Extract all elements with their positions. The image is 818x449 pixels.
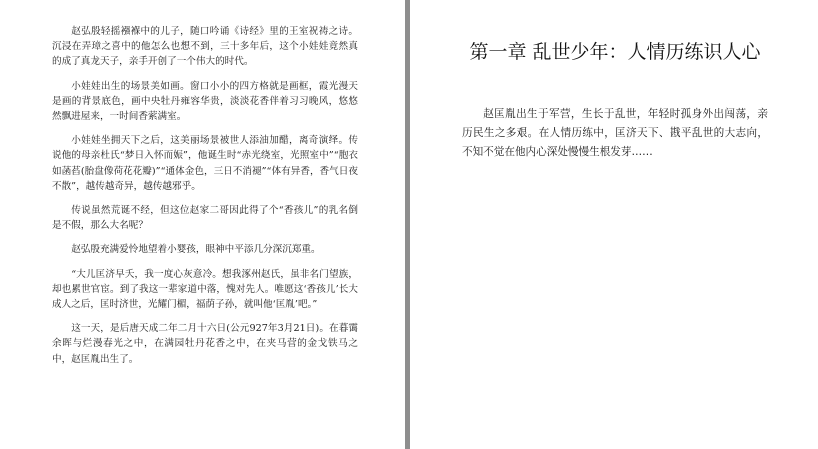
paragraph: 小娃娃出生的场景美如画。窗口小小的四方格就是画框，霞光漫天是画的背景底色，画中央牡丹雍容华贵，淡淡花香伴着习习晚风，悠悠然飘进屋来，一时间香萦满室。 (52, 80, 358, 123)
paragraph: 传说虽然荒诞不经，但这位赵家二哥因此得了个“香孩儿”的乳名倒是不假，那么大名呢？ (52, 205, 358, 232)
left-page (0, 0, 405, 449)
intro-paragraph: 赵匡胤出生于军营，生长于乱世，年轻时孤身外出闯荡，亲历民生之多艰。在人情历练中，匡济天下、戡平乱世的大志向，不知不觉在他内心深处慢慢生根发芽…… (462, 108, 768, 158)
right-page (410, 0, 818, 449)
chapter-title: 第一章 乱世少年：人情历练识人心 (469, 41, 761, 63)
left-page-body (52, 24, 358, 376)
paragraph: 这一天，是后唐天成二年二月十六日(公元927年3月21日)。在暮霭余晖与烂漫春光之中，在满园牡丹花香之中，在夹马营的金戈铁马之中，赵匡胤出生了。 (52, 323, 358, 365)
paragraph: 小娃娃坐拥天下之后，这美丽场景被世人添油加醋，离奇演绎。传说他的母亲杜氏“梦日入怀而娠”，他诞生时“赤光绕室，光照室中”“胞衣如菡萏(胎盘像荷花花瓣)”“通体金色，三日不消褪”“体有异香，香气日夜不散”，越传越奇异，越传越邪乎。 (52, 135, 358, 192)
paragraph: 赵弘殷轻摇襁褓中的儿子，随口吟诵《诗经》里的王室祝祷之诗。沉浸在弄璋之喜中的他怎么也想不到，三十多年后，这个小娃娃竟然真的成了真龙天子，亲手开创了一个伟大的时代。 (52, 26, 358, 68)
paragraph: 赵弘殷充满爱怜地望着小婴孩，眼神中平添几分深沉郑重。 (71, 244, 321, 256)
chapter-intro (462, 105, 768, 161)
paragraph: “大儿匡济早夭，我一度心灰意冷。想我涿州赵氏，虽非名门望族，却也累世官宦。到了我这一辈家道中落，愧对先人。唯愿这‘香孩儿’长大成人之后，匡时济世，光耀门楣，福荫子孙，就叫他‘匡胤’吧。” (52, 268, 358, 311)
